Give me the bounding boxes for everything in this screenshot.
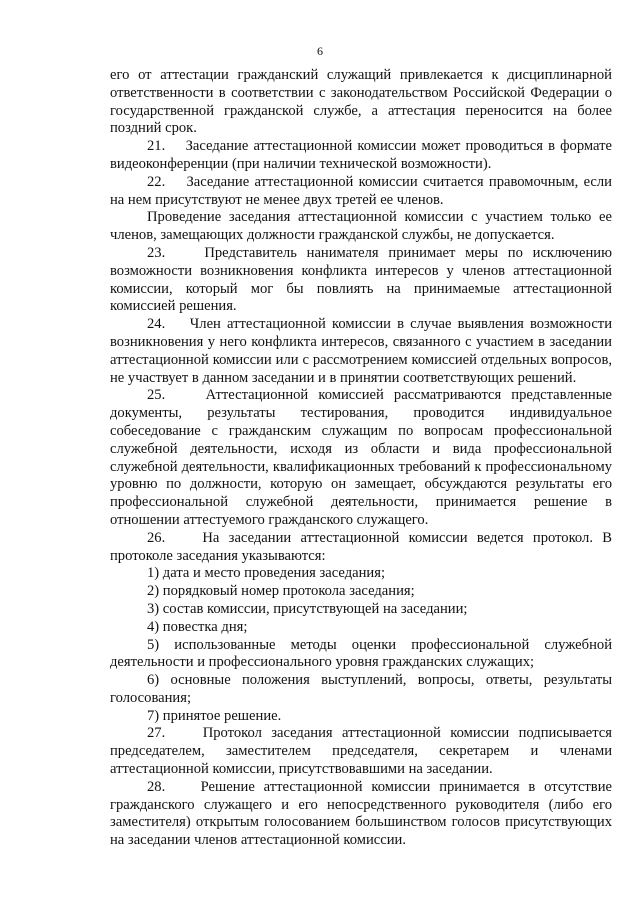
paragraph-22-note: Проведение заседания аттестационной комиссии с участием только ее членов, замещающих должности гражданской службы, не допускается. — [110, 209, 612, 244]
paragraph-23: 23. Представитель нанимателя принимает меры по исключению возможности возникновения конфликта интересов у членов аттестационной комиссии, который мог бы повлиять на принимаемые аттестационной комиссией решения. — [110, 244, 612, 315]
list-item: 4) повестка дня; — [147, 618, 248, 635]
paragraph-27: 27. Протокол заседания аттестационной комиссии подписывается председателем, заместителем председателя, секретарем и членами аттестационной комиссии, присутствовавшими на заседании. — [110, 725, 612, 778]
document-body — [110, 67, 612, 850]
page-number: 6 — [317, 44, 323, 58]
paragraph-21: 21. Заседание аттестационной комиссии может проводиться в формате видеоконференции (при наличии технической возможности). — [110, 138, 612, 172]
list-item: 2) порядковый номер протокола заседания; — [147, 583, 415, 600]
paragraph-25: 25. Аттестационной комиссией рассматриваются представленные документы, результаты тестирования, проводится индивидуальное собеседование с гражданским служащим по вопросам профессиональной служебной деятельности, исходя из области и вида профессиональной служебной деятельности, квалификационных требований к профессиональному уровню по должности, которую он замещает, обсуждаются результаты его профессиональной служебной деятельности, принимается решение в отношении аттестуемого гражданского служащего. — [110, 387, 612, 528]
paragraph-22: 22. Заседание аттестационной комиссии считается правомочным, если на нем присутствуют не менее двух третей ее членов. — [110, 173, 612, 208]
list-item: 6) основные положения выступлений, вопросы, ответы, результаты голосования; — [110, 672, 612, 706]
list-item: 1) дата и место проведения заседания; — [147, 565, 386, 582]
paragraph-28: 28. Решение аттестационной комиссии принимается в отсутствие гражданского служащего и его непосредственного руководителя (либо его заместителя) открытым голосованием большинством голосов присутствующих на заседании членов аттестационной комиссии. — [110, 778, 612, 849]
list-item: 5) использованные методы оценки профессиональной служебной деятельности и профессионального уровня гражданских служащих; — [110, 636, 612, 671]
list-item: 7) принятое решение. — [147, 707, 282, 724]
paragraph-24: 24. Член аттестационной комиссии в случае выявления возможности возникновения у него конфликта интересов, связанного с участием в заседании аттестационной комиссии или с рассмотрением комиссией отдельных вопросов, не участвует в данном заседании и в принятии соответствующих решений. — [110, 316, 612, 386]
paragraph-26: 26. На заседании аттестационной комиссии ведется протокол. В протоколе заседания указываются: — [110, 529, 612, 564]
list-item: 3) состав комиссии, присутствующей на заседании; — [147, 600, 468, 617]
paragraph-continuation: его от аттестации гражданский служащий привлекается к дисциплинарной ответственности в соответствии с законодательством Российской Федерации о государственной гражданской службе, а аттестация переносится на более поздний срок. — [110, 67, 612, 137]
